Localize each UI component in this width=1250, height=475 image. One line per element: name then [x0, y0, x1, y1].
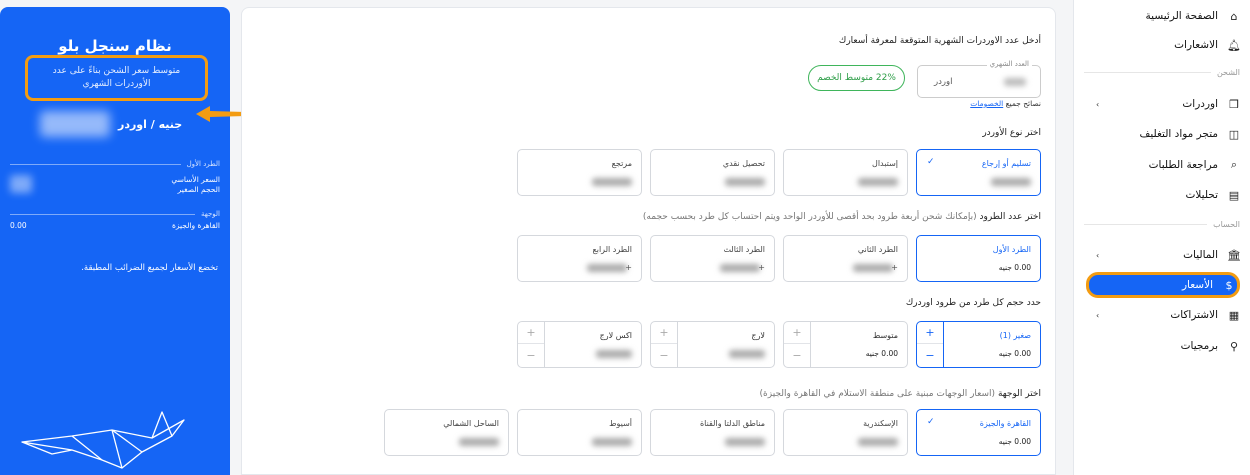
discounts-link[interactable]: الخصومات — [970, 99, 1004, 108]
destination-heading: اختر الوجهة (اسعار الوجهات مبنية على منطقة الاستلام في القاهرة والجيزة) — [759, 389, 1041, 399]
price-blurred — [725, 178, 765, 186]
sidebar-item-analytics[interactable] — [1082, 185, 1242, 205]
size-label: لارج — [751, 331, 765, 340]
first-parcel-section — [10, 160, 220, 168]
destination-label: أسيوط — [609, 419, 632, 428]
base-size-label: الحجم الصغير — [177, 185, 220, 194]
parcel-label: الطرد الثاني — [857, 245, 898, 254]
price-blurred — [596, 350, 632, 358]
destination-row — [10, 221, 220, 230]
plus-icon[interactable]: + — [917, 322, 943, 344]
average-shipping-note — [25, 55, 208, 101]
chevron-icon: › — [1096, 250, 1100, 260]
destination-value: القاهرة والجيزة — [171, 221, 220, 230]
summary-title: نظام سنجل بلو — [58, 37, 172, 55]
bank-icon: 🏛︎ — [1227, 248, 1241, 262]
minus-icon[interactable]: − — [925, 348, 935, 362]
sidebar-item-label: برمجيات — [1180, 340, 1218, 352]
sidebar-section-shipping: الشحن — [1084, 68, 1240, 77]
parcel-label: الطرد الأول — [992, 245, 1031, 254]
plus-prefix: + — [891, 263, 898, 272]
plus-icon[interactable]: + — [784, 322, 810, 344]
sidebar-item-packaging-store[interactable] — [1082, 124, 1242, 144]
sidebar-item-label: اوردرات — [1182, 98, 1218, 110]
pricing-summary-panel — [0, 7, 230, 475]
price-blurred — [853, 264, 893, 272]
price-value-blurred — [40, 111, 110, 137]
parcel-second[interactable] — [783, 235, 908, 282]
size-heading: حدد حجم كل طرد من طرود اوردرك — [905, 298, 1041, 308]
order-type-label: تحصيل نقدي — [722, 159, 765, 168]
discounts-tip — [970, 99, 1041, 108]
price-blurred — [587, 264, 627, 272]
order-type-delivery-return[interactable] — [916, 149, 1041, 196]
check-icon: ✓ — [927, 157, 935, 167]
price-blurred — [729, 350, 765, 358]
minus-icon[interactable]: − — [792, 348, 802, 362]
sidebar-item-label: الأسعار — [1181, 279, 1213, 291]
sidebar-section-account: الحساب — [1084, 220, 1240, 229]
average-shipping-text: متوسط سعر الشحن بناءً على عدد الأوردرات الشهري — [52, 66, 181, 89]
destination-price: 0.00 — [10, 221, 27, 230]
plus-prefix: + — [625, 263, 632, 272]
check-icon: ✓ — [927, 417, 935, 427]
home-icon: ⌂ — [1230, 9, 1238, 23]
sidebar-item-label: الاشتراكات — [1170, 309, 1218, 321]
price-blurred — [991, 178, 1031, 186]
size-large[interactable] — [650, 321, 775, 368]
destination-label: مناطق الدلتا والقناة — [699, 419, 765, 428]
sidebar-item-label: تحليلات — [1185, 189, 1218, 201]
sidebar-item-requests-review[interactable] — [1082, 155, 1242, 175]
sidebar — [1073, 0, 1250, 475]
price-blurred — [592, 178, 632, 186]
order-type-label: مرتجع — [611, 159, 632, 168]
sidebar-item-pricing[interactable] — [1086, 272, 1240, 298]
size-label: متوسط — [872, 331, 898, 340]
tax-note: تخضع الأسعار لجميع الضرائب المطبقة. — [81, 263, 218, 273]
order-type-label: إستبدال — [872, 159, 898, 168]
parcel-fourth[interactable] — [517, 235, 642, 282]
chevron-icon: › — [1096, 310, 1100, 320]
monthly-count-field[interactable] — [917, 60, 1041, 98]
size-label: اكس لارج — [599, 331, 632, 340]
parcel-first[interactable] — [916, 235, 1041, 282]
price-blurred — [858, 178, 898, 186]
box-icon: ❒ — [1229, 97, 1239, 111]
sidebar-item-label: الاشعارات — [1174, 39, 1218, 51]
base-price-value-blurred — [10, 175, 32, 193]
order-type-return[interactable] — [517, 149, 642, 196]
monthly-orders-heading: أدخل عدد الاوردرات الشهرية المتوقعة لمعرفة أسعارك — [838, 36, 1041, 46]
sidebar-item-home[interactable] — [1082, 6, 1242, 26]
search-doc-icon: ⌕ — [1230, 158, 1238, 171]
base-price-label: السعر الأساسي — [171, 175, 220, 184]
pricing-calculator — [241, 7, 1056, 475]
size-stepper[interactable] — [917, 322, 944, 367]
sidebar-item-label: الصفحة الرئيسية — [1145, 10, 1218, 22]
calendar-icon: ▦ — [1228, 308, 1240, 322]
destination-label: الساحل الشمالي — [443, 419, 499, 428]
sidebar-item-label: مراجعة الطلبات — [1148, 159, 1218, 171]
count-legend: العدد الشهري — [987, 60, 1032, 68]
sidebar-item-orders[interactable] — [1082, 94, 1242, 114]
size-stepper[interactable] — [784, 322, 811, 367]
bell-icon: 🔔︎ — [1227, 38, 1241, 52]
destination-delta-canal[interactable] — [650, 409, 775, 456]
dollar-icon: $ — [1225, 278, 1233, 292]
destination-cairo-giza[interactable] — [916, 409, 1041, 456]
order-type-exchange[interactable] — [783, 149, 908, 196]
sidebar-item-label: الماليات — [1183, 249, 1218, 261]
parcel-label: الطرد الرابع — [592, 245, 632, 254]
order-type-label: تسليم أو إرجاع — [981, 159, 1031, 168]
chart-icon: ▤ — [1228, 188, 1240, 202]
destination-hint: (اسعار الوجهات مبنية على منطقة الاستلام في القاهرة والجيزة) — [759, 389, 996, 399]
bag-icon: ◫ — [1228, 127, 1240, 141]
price-blurred — [725, 438, 765, 446]
price-blurred — [459, 438, 499, 446]
plus-prefix: + — [758, 263, 765, 272]
parcel-third[interactable] — [650, 235, 775, 282]
parcels-hint: (بإمكانك شحن أربعة طرود بحد أقصى للأوردر الواحد ويتم احتساب كل طرد بحسب حجمه) — [642, 212, 977, 222]
destination-label: الوجهة — [200, 210, 220, 218]
price-blurred — [858, 438, 898, 446]
size-stepper[interactable] — [651, 322, 678, 367]
bird-logo-icon — [12, 402, 192, 475]
plug-icon: ⚲ — [1229, 339, 1239, 353]
count-suffix: اوردر — [934, 77, 953, 87]
destination-north-coast[interactable] — [384, 409, 509, 456]
discount-badge: 22% متوسط الخصم — [808, 65, 905, 91]
minus-icon[interactable]: − — [659, 348, 669, 362]
size-price: 0.00 جنيه — [865, 349, 898, 358]
price-blurred — [720, 264, 760, 272]
count-value-blurred — [1004, 78, 1026, 86]
parcel-price: 0.00 جنيه — [998, 263, 1031, 272]
size-small[interactable] — [916, 321, 1041, 368]
chevron-icon: › — [1096, 99, 1100, 109]
sidebar-item-software[interactable] — [1082, 336, 1242, 356]
sidebar-item-notifications[interactable] — [1082, 35, 1242, 55]
destination-label: الإسكندرية — [863, 419, 898, 428]
size-stepper[interactable] — [518, 322, 545, 367]
minus-icon[interactable]: − — [526, 348, 536, 362]
size-xlarge[interactable] — [517, 321, 642, 368]
base-price-row — [10, 175, 220, 195]
sidebar-item-finances[interactable] — [1082, 245, 1242, 265]
parcel-label: الطرد الثالث — [723, 245, 765, 254]
price-blurred — [592, 438, 632, 446]
tip-prefix: نصائح جميع — [1005, 99, 1041, 108]
parcels-heading: اختر عدد الطرود (بإمكانك شحن أربعة طرود بحد أقصى للأوردر الواحد ويتم احتساب كل طرد بحسب حجمه) — [642, 212, 1041, 222]
destination-alexandria[interactable] — [783, 409, 908, 456]
destination-price: 0.00 جنيه — [998, 437, 1031, 446]
order-type-heading: اختر نوع الأوردر — [982, 128, 1041, 138]
first-parcel-label: الطرد الأول — [186, 160, 220, 168]
sidebar-item-subscriptions[interactable] — [1082, 305, 1242, 325]
price-unit: جنيه / اوردر — [118, 117, 183, 131]
sidebar-item-label: متجر مواد التغليف — [1139, 128, 1218, 140]
destination-label: القاهرة والجيزة — [979, 419, 1031, 428]
price-per-order — [40, 111, 182, 137]
size-label: صغير (1) — [999, 331, 1031, 340]
destination-assiut[interactable] — [517, 409, 642, 456]
size-price: 0.00 جنيه — [998, 349, 1031, 358]
order-type-cash-collection[interactable] — [650, 149, 775, 196]
destination-section — [10, 210, 220, 218]
plus-icon[interactable]: + — [651, 322, 677, 344]
size-medium[interactable] — [783, 321, 908, 368]
plus-icon[interactable]: + — [518, 322, 544, 344]
